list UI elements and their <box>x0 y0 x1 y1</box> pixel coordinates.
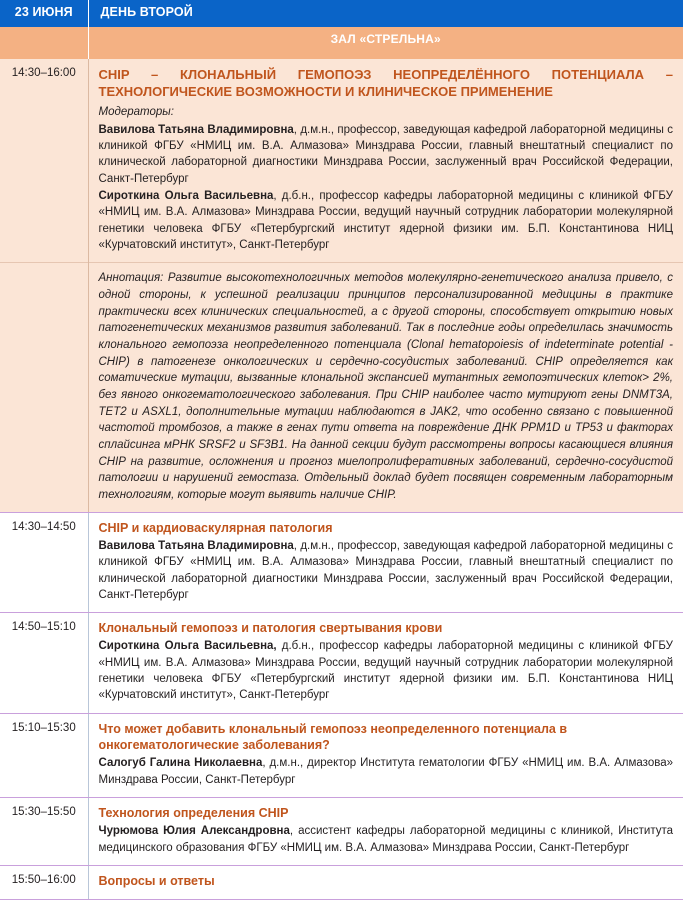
moderator-details: , д.м.н., профессор, заведующая кафедрой лабораторной медицины с клиникой ФГБУ «НМИЦ им. В.А. Алмазова» Минздрава России, главный внештатный специалист по клинической лабораторной диагностики Минздрава России, заслуженный врач Российской Федерации, Санкт-Петербург <box>98 123 673 185</box>
abstract-time-spacer <box>0 263 88 512</box>
session-row-talk <box>0 797 683 865</box>
session-body <box>88 865 683 899</box>
day-label-cell: ДЕНЬ ВТОРОЙ <box>88 0 683 27</box>
abstract-label: Аннотация: <box>98 272 164 285</box>
session-time: 15:30–15:50 <box>0 797 88 865</box>
session-row-main <box>0 59 683 263</box>
session-time: 15:50–16:00 <box>0 865 88 899</box>
session-time: 15:10–15:30 <box>0 713 88 797</box>
speaker-name: Салогуб Галина Николаевна <box>98 757 263 770</box>
talk-title: Технология определения CHIP <box>98 805 289 820</box>
talk-title: CHIP и кардиоваскулярная патология <box>98 520 333 535</box>
speaker-entry <box>99 823 674 856</box>
speaker-entry <box>99 638 674 703</box>
session-row-talk <box>0 713 683 797</box>
session-body <box>88 512 683 613</box>
session-time: 14:50–15:10 <box>0 613 88 714</box>
day-date-cell: 23 ИЮНЯ <box>0 0 88 27</box>
moderator-name: Сироткина Ольга Васильевна <box>98 189 274 202</box>
session-time: 14:30–16:00 <box>0 59 88 263</box>
session-row-talk <box>0 613 683 714</box>
speaker-name: Сироткина Ольга Васильевна, <box>98 640 277 653</box>
moderators-label: Модераторы: <box>98 106 174 119</box>
session-row-qa <box>0 865 683 899</box>
talk-title: Вопросы и ответы <box>98 873 215 888</box>
speaker-name: Чурюмова Юлия Александровна <box>98 825 290 838</box>
talk-title: Что может добавить клональный гемопоэз неопределенного потенциала в онкогематологические заболевания? <box>98 721 567 753</box>
session-time: 14:30–14:50 <box>0 512 88 613</box>
speaker-details: , д.м.н., профессор, заведующая кафедрой лабораторной медицины с клиникой ФГБУ «НМИЦ им. В.А. Алмазова» Минздрава России, главный внештатный специалист по клинической лабораторной диагностики Минздрава России, заслуженный врач Российской Федерации, Санкт-Петербург <box>98 539 673 601</box>
speaker-entry <box>99 538 674 603</box>
speaker-details: , д.м.н., директор Института гематологии ФГБУ «НМИЦ им. В.А. Алмазова» Минздрава России, Санкт-Петербург <box>98 757 673 786</box>
speaker-details: , ассистент кафедры лабораторной медицины с клиникой, Института медицинского образования ФГБУ «НМИЦ им. В.А. Алмазова» Минздрава России, Санкт-Петербург <box>98 825 673 854</box>
moderator-entry <box>99 122 674 187</box>
speaker-entry <box>99 755 674 788</box>
session-row-talk <box>0 512 683 613</box>
session-body <box>88 59 683 263</box>
moderator-entry <box>99 188 674 253</box>
abstract-body <box>88 263 683 512</box>
hall-blank-cell <box>0 27 88 59</box>
abstract-paragraph <box>99 270 674 503</box>
moderator-details: , д.б.н., профессор кафедры лабораторной медицины с клиникой ФГБУ «НМИЦ им. В.А. Алмазова» Минздрава России, ведущий научный сотрудник лаборатории молекулярной генетики человека ФГБУ «Петербургский институт ядерной физики им. Б.П. Константинова НИЦ «Курчатовский институт», Санкт-Петербург <box>98 189 673 251</box>
moderator-name: Вавилова Татьяна Владимировна <box>98 123 294 136</box>
speaker-name: Вавилова Татьяна Владимировна <box>98 539 294 552</box>
talk-title: Клональный гемопоэз и патология свертывания крови <box>98 621 443 636</box>
day-header-row <box>0 0 683 27</box>
session-row-abstract <box>0 263 683 512</box>
speaker-details: д.б.н., профессор кафедры лабораторной медицины с клиникой ФГБУ «НМИЦ им. В.А. Алмазова» Минздрава России, ведущий научный сотрудник лаборатории молекулярной генетики человека ФГБУ «Петербургский институт ядерной физики им. Б.П. Константинова НИЦ «Курчатовский институт», Санкт-Петербург <box>98 640 673 702</box>
hall-name-cell: ЗАЛ «СТРЕЛЬНА» <box>88 27 683 59</box>
session-title: CHIP – КЛОНАЛЬНЫЙ ГЕМОПОЭЗ НЕОПРЕДЕЛЁННОГО ПОТЕНЦИАЛА – ТЕХНОЛОГИЧЕСКИЕ ВОЗМОЖНОСТИ И КЛИНИЧЕСКОЕ ПРИМЕНЕНИЕ <box>98 66 673 100</box>
session-body <box>88 797 683 865</box>
session-body <box>88 613 683 714</box>
session-body <box>88 713 683 797</box>
abstract-text: Развитие высокотехнологичных методов молекулярно-генетического анализа привело, с одной стороны, к успешной реализации принципов персонализированной медицины в практике практически всех клинических специальностей, а с другой стороны, способствует открытию новых патогенетических механизмов развития заболеваний. Так в последние годы определилась значимость клонального гемопоэза неопределенного потенциала (Clonal hematopoiesis of indeterminate potential - CHIP) в патогенезе онкологических и сердечно-сосудистых заболеваний. CHIP определяется как соматические мутации, вызванные клональной экспансией мутантных гемопоэтических клеток> 2%, без явного онкогематологического заболевания. При CHIP наиболее часто мутируют гены DNMT3A, TET2 и ASXL1, дополнительные мутации наблюдаются в JAK2, что особенно связано с повышенной частотой тромбозов, а также в генах пути ответа на повреждение ДНК PPM1D и TP53 и факторах сплайсинга мРНК SRSF2 и SF3B1. На данной секции будут рассмотрены вопросы касающиеся влияния CHIP на развитие, осложнения и прогноз миелопролиферативных заболеваний, сердечно-сосудистой патологии и нарушений гемостаза. Отдельный доклад будет посвящен современным лабораторным технологиям, которые могут выявить наличие CHIP. <box>98 272 673 501</box>
hall-header-row <box>0 27 683 59</box>
